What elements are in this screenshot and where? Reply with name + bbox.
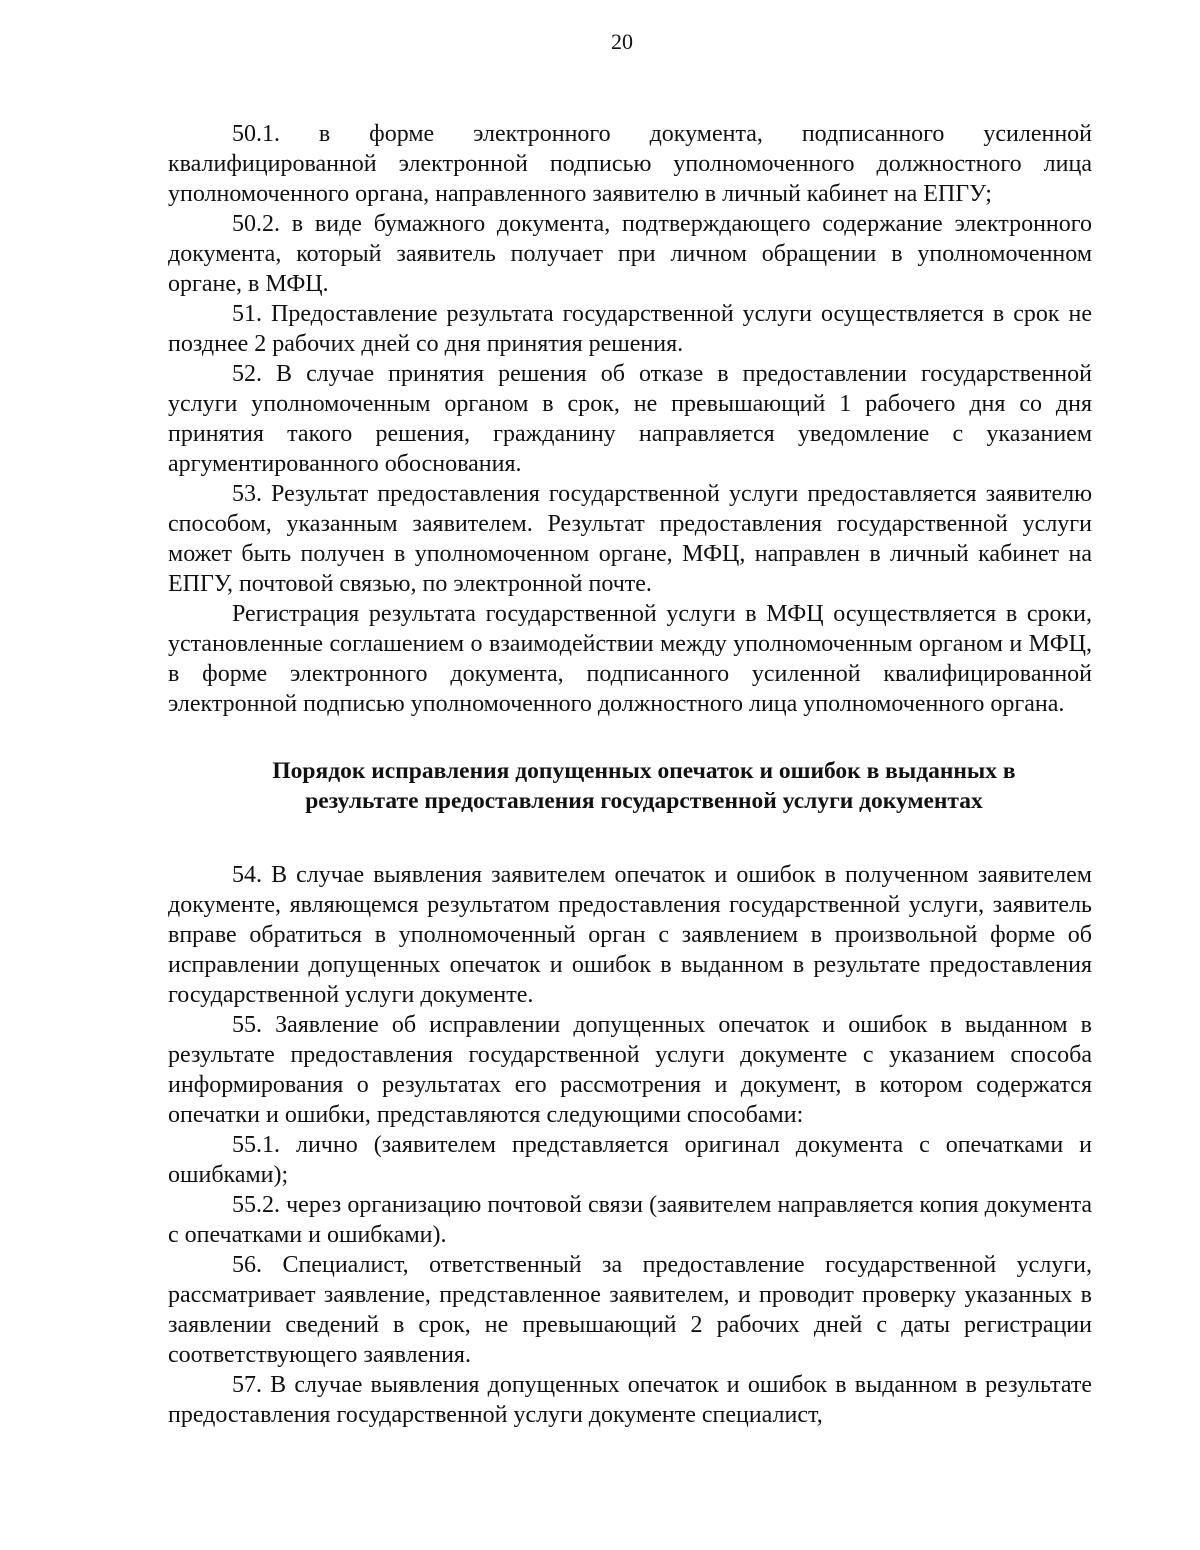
section-heading-line-1: Порядок исправления допущенных опечаток и ошибок в выданных в (272, 758, 1016, 784)
paragraph-50-1: 50.1. в форме электронного документа, подписанного усиленной квалифицированной электронной подписью уполномоченного должностного лица уполномоченного органа, направленного заявителю в личный кабинет на ЕПГУ; (168, 121, 1092, 207)
paragraph-56: 56. Специалист, ответственный за предоставление государственной услуги, рассматривает заявление, представленное заявителем, и проводит проверку указанных в заявлении сведений в срок, не превышающий 2 рабочих дней с даты регистрации соответствующего заявления. (168, 1252, 1092, 1368)
paragraph-57: 57. В случае выявления допущенных опечаток и ошибок в выданном в результате предоставления государственной услуги документе специалист, (168, 1372, 1092, 1428)
paragraph-55-1: 55.1. лично (заявителем представляется оригинал документа с опечатками и ошибками); (168, 1132, 1092, 1188)
page-number: 20 (611, 29, 633, 54)
paragraph-55-2: 55.2. через организацию почтовой связи (заявителем направляется копия документа с опечатками и ошибками). (168, 1192, 1092, 1248)
paragraph-50-2: 50.2. в виде бумажного документа, подтверждающего содержание электронного документа, который заявитель получает при личном обращении в уполномоченном органе, в МФЦ. (168, 211, 1092, 297)
paragraph-53: 53. Результат предоставления государственной услуги предоставляется заявителю способом, указанным заявителем. Результат предоставления государственной услуги может быть получен в уполномоченном органе, МФЦ, направлен в личный кабинет на ЕПГУ, почтовой связью, по электронной почте. (168, 481, 1092, 597)
paragraph-54: 54. В случае выявления заявителем опечаток и ошибок в полученном заявителем документе, являющемся результатом предоставления государственной услуги, заявитель вправе обратиться в уполномоченный орган с заявлением в произвольной форме об исправлении допущенных опечаток и ошибок в выданном в результате предоставления государственной услуги документе. (168, 862, 1092, 1008)
paragraph-52: 52. В случае принятия решения об отказе в предоставлении государственной услуги уполномоченным органом в срок, не превышающий 1 рабочего дня со дня принятия такого решения, гражданину направляется уведомление с указанием аргументированного обоснования. (168, 361, 1092, 477)
section-heading-line-2: результате предоставления государственной услуги документах (305, 788, 983, 814)
paragraph-55: 55. Заявление об исправлении допущенных опечаток и ошибок в выданном в результате предоставления государственной услуги документе с указанием способа информирования о результатах его рассмотрения и документ, в котором содержатся опечатки и ошибки, представляются следующими способами: (168, 1012, 1092, 1128)
paragraph-51: 51. Предоставление результата государственной услуги осуществляется в срок не позднее 2 рабочих дней со дня принятия решения. (168, 301, 1092, 357)
document-body (168, 119, 1092, 1430)
paragraph-registration: Регистрация результата государственной услуги в МФЦ осуществляется в сроки, установленные соглашением о взаимодействии между уполномоченным органом и МФЦ, в форме электронного документа, подписанного усиленной квалифицированной электронной подписью уполномоченного должностного лица уполномоченного органа. (168, 601, 1092, 717)
section-heading (168, 756, 1092, 816)
